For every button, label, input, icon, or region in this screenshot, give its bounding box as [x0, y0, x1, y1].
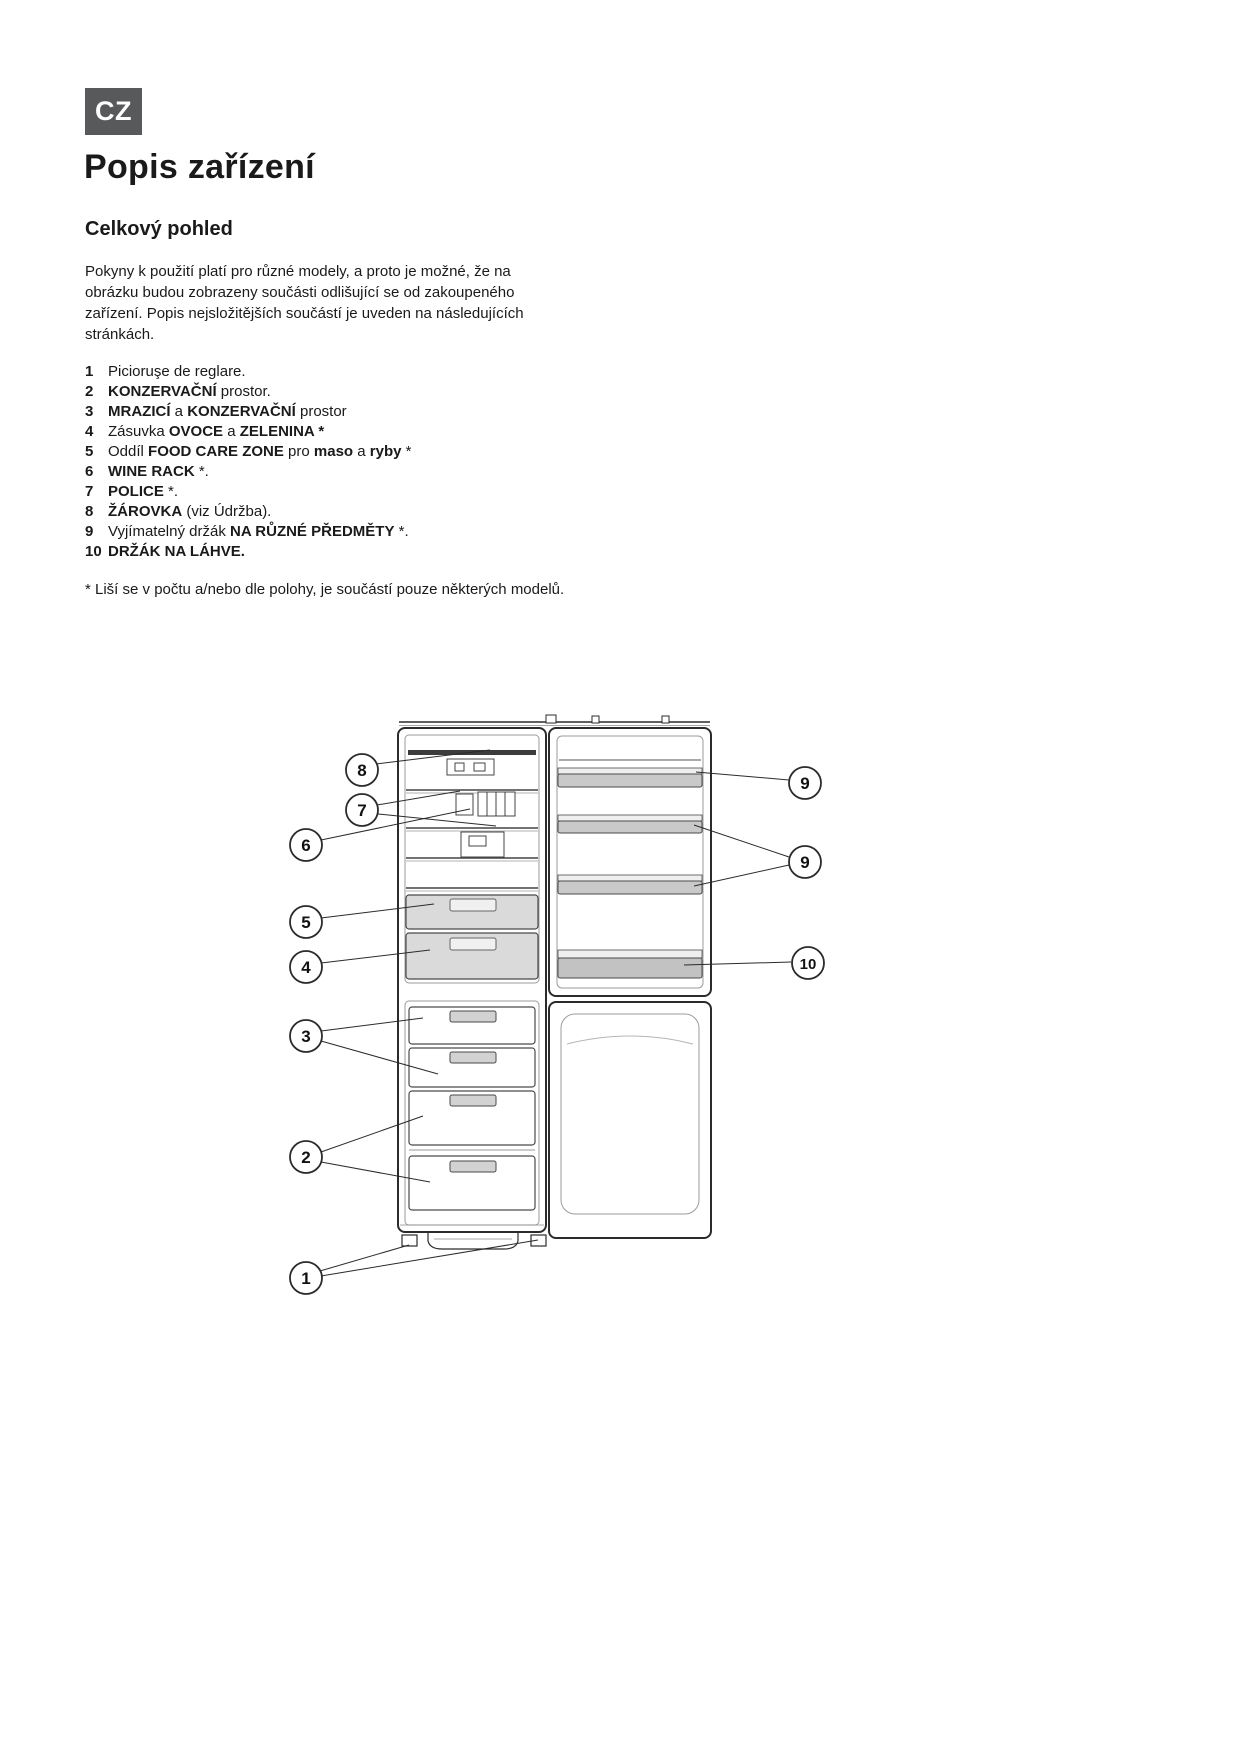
callout-9-middle [694, 825, 821, 886]
shelf-box [461, 832, 504, 857]
parts-list-item [85, 542, 585, 562]
parts-list-item [85, 422, 585, 442]
parts-list-item [85, 522, 585, 542]
part-number: 5 [85, 443, 94, 460]
callout-9-top [696, 767, 821, 799]
svg-text:5: 5 [301, 913, 311, 932]
hinge-icon [546, 715, 556, 723]
svg-text:7: 7 [357, 801, 367, 820]
svg-text:6: 6 [301, 836, 311, 855]
part-label: WINE RACK *. [108, 463, 209, 480]
fridge-top-rail [399, 715, 710, 726]
hinge-icon [592, 716, 599, 723]
parts-list-item [85, 442, 585, 462]
parts-list-item [85, 402, 585, 422]
part-label: POLICE *. [108, 483, 179, 500]
hinge-icon [662, 716, 669, 723]
svg-text:9: 9 [800, 774, 810, 793]
page-title: Popis zařízení [84, 148, 315, 186]
foot-left [402, 1235, 417, 1246]
wine-rack [456, 792, 515, 816]
part-number: 3 [85, 403, 94, 420]
svg-text:8: 8 [357, 761, 367, 780]
freezer-drawers [409, 1007, 535, 1210]
part-number: 7 [85, 483, 94, 500]
part-label: ŽÁROVKA (viz Údržba). [108, 503, 272, 520]
footnote: * Liší se v počtu a/nebo dle polohy, je součástí pouze některých modelů. [85, 581, 565, 598]
svg-text:9: 9 [800, 853, 810, 872]
parts-list-item [85, 502, 585, 522]
parts-list-item [85, 362, 585, 382]
part-number: 4 [85, 423, 94, 440]
door-racks [558, 768, 702, 894]
part-label: MRAZICÍ a KONZERVAČNÍ prostor [108, 403, 347, 420]
parts-list [85, 362, 585, 562]
fridge-diagram [280, 712, 840, 1312]
lower-door [549, 1002, 711, 1238]
part-label: DRŽÁK NA LÁHVE. [108, 543, 245, 560]
bottle-holder [558, 950, 702, 978]
part-number: 2 [85, 383, 94, 400]
door-rack-2 [558, 815, 702, 821]
part-label: Oddíl FOOD CARE ZONE pro maso a ryby * [108, 443, 412, 460]
svg-text:3: 3 [301, 1027, 311, 1046]
food-care-zone-drawer [406, 895, 538, 929]
lamp-unit [447, 759, 494, 775]
language-badge: CZ [85, 88, 142, 135]
part-number: 1 [85, 363, 94, 380]
door-rack-1 [558, 768, 702, 774]
part-label: Picioruşe de reglare. [108, 363, 246, 380]
parts-list-item [85, 462, 585, 482]
part-label: KONZERVAČNÍ prostor. [108, 383, 271, 400]
callout-1 [290, 1240, 538, 1294]
intro-paragraph: Pokyny k použití platí pro různé modely, a proto je možné, že na obrázku budou zobrazeny součásti odlišující se od zakoupeného zařízení. Popis nejsložitějších součástí je uveden na následujících stránkách. [85, 263, 524, 343]
parts-list-item [85, 382, 585, 402]
svg-text:4: 4 [301, 958, 311, 977]
part-label: Zásuvka OVOCE a ZELENINA * [108, 423, 325, 440]
part-number: 8 [85, 503, 94, 520]
part-number: 9 [85, 523, 94, 540]
parts-list-item [85, 482, 585, 502]
fruit-vegetable-drawer [406, 933, 538, 979]
svg-text:2: 2 [301, 1148, 311, 1167]
part-number: 6 [85, 463, 94, 480]
svg-text:10: 10 [799, 956, 817, 973]
svg-text:1: 1 [301, 1269, 311, 1288]
part-number: 10 [85, 543, 102, 560]
section-heading: Celkový pohled [85, 218, 233, 240]
part-label: Vyjímatelný držák NA RŮZNÉ PŘEDMĚTY *. [108, 523, 409, 540]
door-rack-3 [558, 875, 702, 881]
kick-plate [428, 1233, 518, 1249]
